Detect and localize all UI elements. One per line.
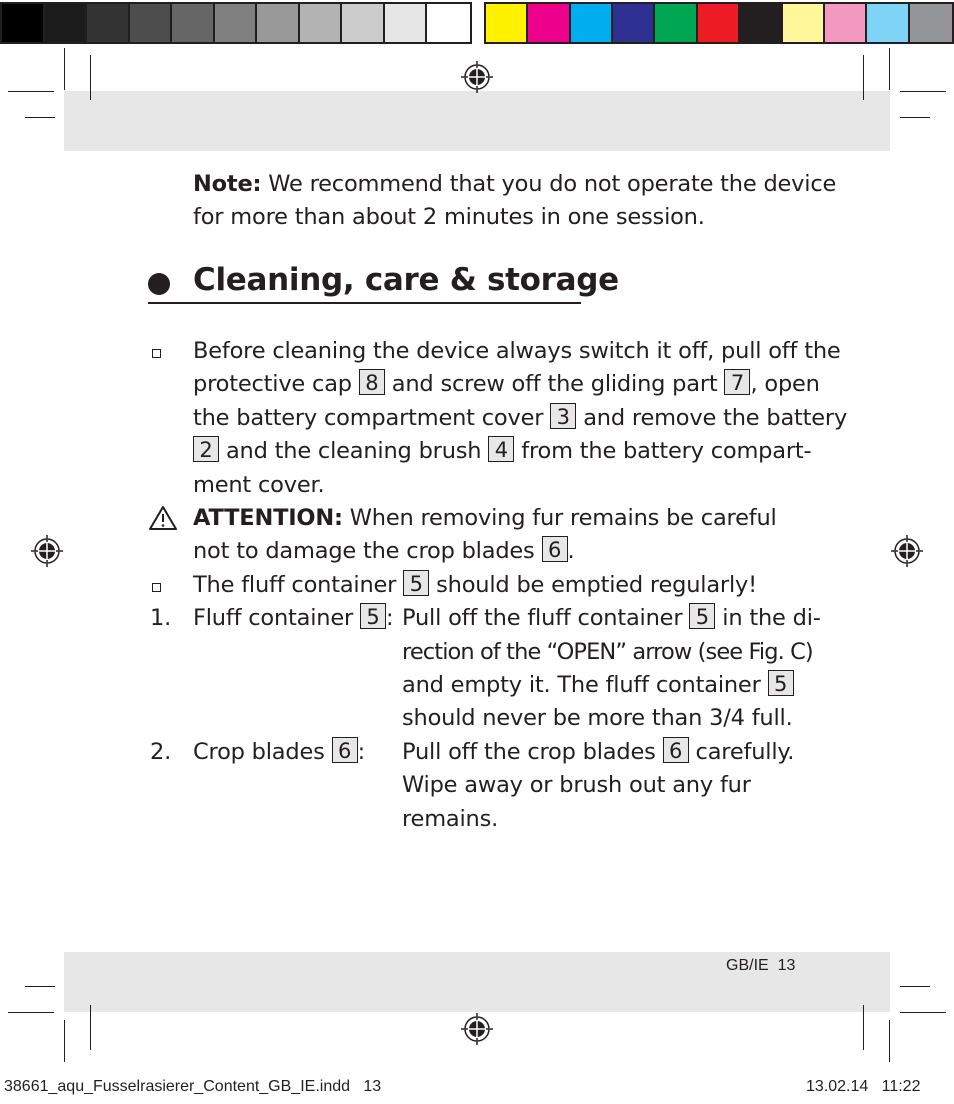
gray-color-bar (0, 2, 472, 44)
text: should be emptied regularly! (436, 572, 757, 598)
color-swatch (2, 4, 45, 42)
registration-mark-icon (30, 534, 64, 568)
crop-mark (8, 91, 54, 92)
color-swatch (300, 4, 343, 42)
bullet1-line-5: ment cover. (193, 472, 325, 498)
bullet2-line (193, 569, 757, 602)
part-ref-badge: 8 (359, 369, 385, 395)
crop-mark (25, 986, 55, 987)
registration-mark-icon (460, 60, 494, 94)
part-ref-badge: 4 (488, 436, 514, 462)
text: and remove the battery (583, 405, 848, 431)
warning-triangle-icon (148, 505, 178, 531)
text: Crop blades (193, 739, 325, 765)
part-ref-badge: 6 (332, 737, 358, 763)
text: Pull off the crop blades (402, 739, 656, 765)
print-date: 13.02.14 11:22 (806, 1078, 921, 1095)
crop-mark (90, 55, 91, 100)
text: When removing fur remains be careful (349, 505, 777, 531)
step1-line-3 (402, 669, 794, 702)
page-number: GB/IE 13 (726, 957, 796, 974)
registration-mark-icon (890, 534, 924, 568)
file-slug: 38661_aqu_Fusselrasierer_Content_GB_IE.indd 13 (4, 1078, 382, 1095)
text: and the cleaning brush (225, 438, 482, 464)
crop-mark (900, 1012, 946, 1013)
note-line-2: for more than about 2 minutes in one session. (193, 204, 705, 230)
section-bullet-icon (148, 273, 170, 295)
note-label: Note: (193, 171, 262, 197)
color-swatch (825, 4, 867, 42)
section-underline (148, 302, 581, 304)
section-title: Cleaning, care & storage (193, 262, 619, 298)
color-swatch (215, 4, 258, 42)
part-ref-badge: 5 (403, 570, 429, 596)
text: , open (750, 371, 820, 397)
color-swatch (257, 4, 300, 42)
attention-label: ATTENTION: (193, 505, 343, 531)
registration-mark-icon (460, 1012, 494, 1046)
crop-mark (25, 117, 55, 118)
text: and empty it. The fluff container (402, 672, 761, 698)
color-swatch (87, 4, 130, 42)
step1-line-4: should never be more than 3/4 full. (402, 705, 793, 731)
note-text: We recommend that you do not operate the device (268, 171, 837, 197)
step1-line-1 (402, 602, 821, 635)
step1-number: 1. (150, 605, 172, 631)
bullet1-line-2 (193, 368, 820, 401)
part-ref-badge: 6 (663, 737, 689, 763)
attention-line-2 (193, 535, 574, 568)
color-swatch (172, 4, 215, 42)
crop-mark (64, 1020, 65, 1062)
text: Pull off the fluff container (402, 605, 683, 631)
cmyk-color-bar (484, 2, 954, 44)
text: : (357, 739, 365, 765)
checkbox-square-icon (152, 583, 161, 592)
bullet1-line-3 (193, 402, 847, 435)
note-line-1 (193, 168, 836, 201)
color-swatch (45, 4, 88, 42)
step2-label (193, 736, 365, 769)
text: in the di- (722, 605, 821, 631)
color-swatch (571, 4, 613, 42)
text: : (386, 605, 394, 631)
text: the battery compartment cover (193, 405, 544, 431)
part-ref-badge: 6 (542, 536, 568, 562)
color-swatch (427, 4, 470, 42)
color-swatch (740, 4, 782, 42)
color-swatch (910, 4, 952, 42)
part-ref-badge: 5 (768, 670, 794, 696)
step2-line-3: remains. (402, 806, 499, 832)
text: Fluff container (193, 605, 354, 631)
checkbox-square-icon (152, 349, 161, 358)
color-swatch (342, 4, 385, 42)
bullet1-line-1: Before cleaning the device always switch it off, pull off the (193, 338, 841, 364)
crop-mark (863, 1005, 864, 1050)
crop-mark (8, 1012, 54, 1013)
text: not to damage the crop blades (193, 538, 535, 564)
step2-line-1 (402, 736, 794, 769)
bullet1-line-4 (193, 435, 811, 468)
color-swatch (783, 4, 825, 42)
step1-label (193, 602, 393, 635)
crop-mark (64, 48, 65, 90)
crop-mark (863, 55, 864, 100)
color-swatch (698, 4, 740, 42)
crop-mark (900, 986, 930, 987)
color-swatch (130, 4, 173, 42)
step1-line-2: rection of the “OPEN” arrow (see Fig. C) (402, 639, 813, 665)
header-band (64, 91, 890, 151)
crop-mark (90, 1005, 91, 1050)
text: carefully. (695, 739, 795, 765)
part-ref-badge: 5 (360, 603, 386, 629)
text: and screw off the gliding part (391, 371, 718, 397)
color-swatch (385, 4, 428, 42)
text: from the battery compart- (521, 438, 812, 464)
crop-mark (900, 91, 946, 92)
crop-mark (889, 1020, 890, 1062)
attention-line-1 (193, 502, 777, 535)
text: protective cap (193, 371, 352, 397)
step2-line-2: Wipe away or brush out any fur (402, 772, 751, 798)
part-ref-badge: 2 (193, 436, 219, 462)
color-swatch (486, 4, 528, 42)
part-ref-badge: 3 (550, 403, 576, 429)
text: . (567, 538, 575, 564)
crop-mark (889, 48, 890, 90)
step2-number: 2. (150, 739, 172, 765)
crop-mark (900, 117, 930, 118)
color-swatch (655, 4, 697, 42)
part-ref-badge: 5 (689, 603, 715, 629)
text: The fluff container (193, 572, 397, 598)
color-swatch (528, 4, 570, 42)
color-swatch (867, 4, 909, 42)
part-ref-badge: 7 (724, 369, 750, 395)
color-swatch (613, 4, 655, 42)
